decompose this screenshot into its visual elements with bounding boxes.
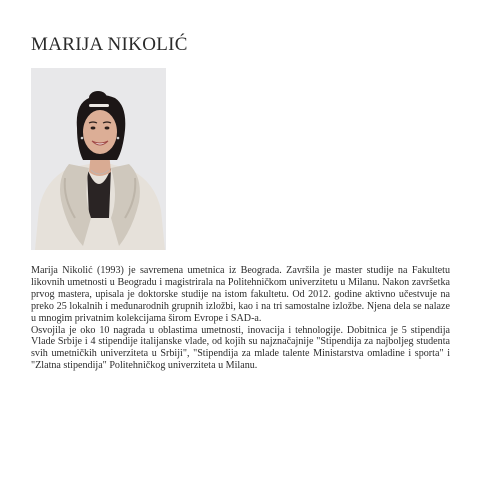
biography-text	[31, 265, 450, 372]
bio-paragraph: Marija Nikolić (1993) je savremena umetnica iz Beograda. Završila je master studije na Fakultetu likovnih umetnosti u Beogradu i magistrirala na Politehničkom univerzitetu u Milanu. Nakon završetka prvog mastera, upisala je doktorske studije na istom fakultetu. Od 2012. godine aktivno učestvuje na preko 25 lokalnih i međunarodnih grupnih izložbi, kao i na tri samostalne izložbe. Njena dela se nalaze u mnogim privatnim kolekcijama širom Evrope i SAD-a.	[31, 265, 450, 324]
bio-paragraph: Osvojila je oko 10 nagrada u oblastima umetnosti, inovacija i tehnologije. Dobitnica je 5 stipendija Vlade Srbije i 4 stipendije italijanske vlade, od kojih su najznačajnije "Stipendija za najboljeg studenta svih umetničkih univerziteta u Srbiji", "Stipendija za mlade talente Ministarstva omladine i sporta" i "Zlatna stipendija" Politehničkog univerziteta u Milanu.	[31, 324, 450, 372]
portrait-photo	[31, 68, 166, 250]
page-title: MARIJA NIKOLIĆ	[31, 34, 188, 55]
